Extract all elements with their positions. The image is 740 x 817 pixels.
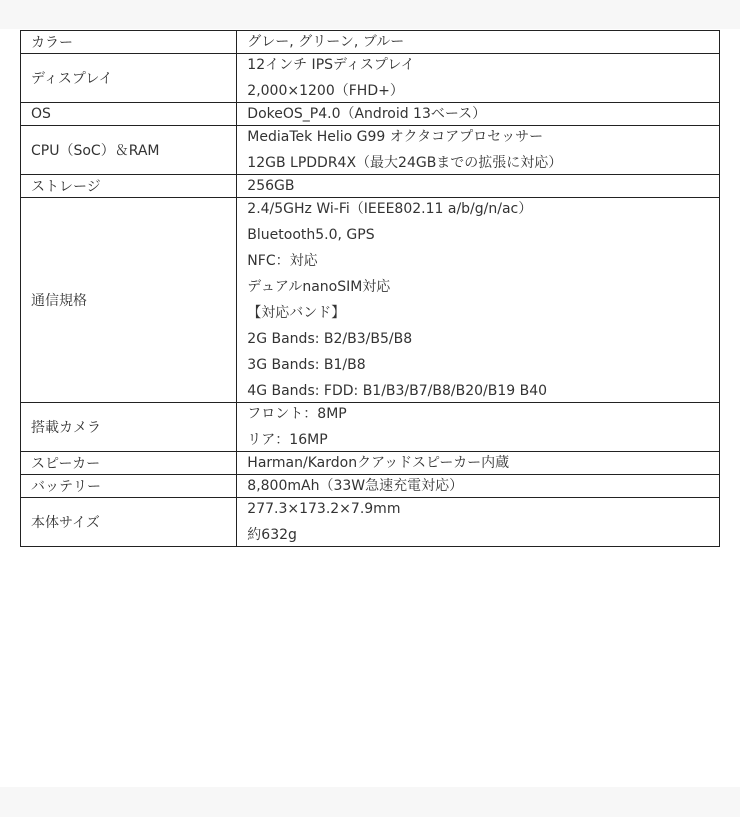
spec-label: 本体サイズ bbox=[21, 498, 237, 547]
content-panel bbox=[0, 29, 740, 787]
spec-value-line: Bluetooth5.0, GPS bbox=[247, 227, 375, 243]
spec-value bbox=[237, 498, 720, 547]
spec-label: 通信規格 bbox=[21, 198, 237, 403]
spec-label: バッテリー bbox=[21, 475, 237, 498]
spec-value-line: 約632g bbox=[247, 527, 297, 543]
spec-value-line: デュアルnanoSIM対応 bbox=[247, 279, 391, 295]
table-row bbox=[21, 403, 720, 452]
spec-value-line: 277.3×173.2×7.9mm bbox=[247, 501, 401, 517]
spec-value-line: 【対応バンド】 bbox=[247, 305, 346, 321]
spec-value-line: DokeOS_P4.0（Android 13ベース） bbox=[247, 106, 487, 122]
spec-value-line: 2,000×1200（FHD+） bbox=[247, 83, 404, 99]
spec-value-line: フロント：8MP bbox=[247, 406, 347, 422]
table-row bbox=[21, 103, 720, 126]
spec-label: カラー bbox=[21, 31, 237, 54]
spec-value-line: MediaTek Helio G99 オクタコアプロセッサー bbox=[247, 129, 544, 145]
table-row bbox=[21, 54, 720, 103]
spec-value-line: NFC：対応 bbox=[247, 253, 318, 269]
table-row bbox=[21, 475, 720, 498]
table-row bbox=[21, 31, 720, 54]
table-row bbox=[21, 452, 720, 475]
spec-value-line: Harman/Kardonクアッドスピーカー内蔵 bbox=[247, 455, 510, 471]
spec-label: スピーカー bbox=[21, 452, 237, 475]
spec-value bbox=[237, 452, 720, 475]
spec-value bbox=[237, 126, 720, 175]
spec-value bbox=[237, 103, 720, 126]
table-row bbox=[21, 198, 720, 403]
spec-value-line: 12GB LPDDR4X（最大24GBまでの拡張に対応） bbox=[247, 155, 563, 171]
spec-value bbox=[237, 198, 720, 403]
spec-value-line: 256GB bbox=[247, 178, 295, 194]
spec-label: 搭載カメラ bbox=[21, 403, 237, 452]
spec-value-line: 2G Bands: B2/B3/B5/B8 bbox=[247, 331, 413, 347]
spec-value-line: 8,800mAh（33W急速充電対応） bbox=[247, 478, 464, 494]
spec-value-line: リア：16MP bbox=[247, 432, 328, 448]
table-row bbox=[21, 175, 720, 198]
spec-table bbox=[20, 30, 720, 547]
table-row bbox=[21, 498, 720, 547]
spec-value-line: 3G Bands: B1/B8 bbox=[247, 357, 366, 373]
spec-value-line: グレー, グリーン, ブルー bbox=[247, 34, 405, 50]
spec-value-line: 12インチ IPSディスプレイ bbox=[247, 57, 415, 73]
spec-value bbox=[237, 403, 720, 452]
spec-label: ディスプレイ bbox=[21, 54, 237, 103]
spec-value bbox=[237, 31, 720, 54]
spec-value bbox=[237, 175, 720, 198]
spec-value bbox=[237, 54, 720, 103]
spec-label: ストレージ bbox=[21, 175, 237, 198]
spec-value-line: 4G Bands: FDD: B1/B3/B7/B8/B20/B19 B40 bbox=[247, 383, 548, 399]
spec-label: CPU（SoC）＆RAM bbox=[21, 126, 237, 175]
spec-value bbox=[237, 475, 720, 498]
spec-label: OS bbox=[21, 103, 237, 126]
table-row bbox=[21, 126, 720, 175]
spec-value-line: 2.4/5GHz Wi-Fi（IEEE802.11 a/b/g/n/ac） bbox=[247, 201, 533, 217]
